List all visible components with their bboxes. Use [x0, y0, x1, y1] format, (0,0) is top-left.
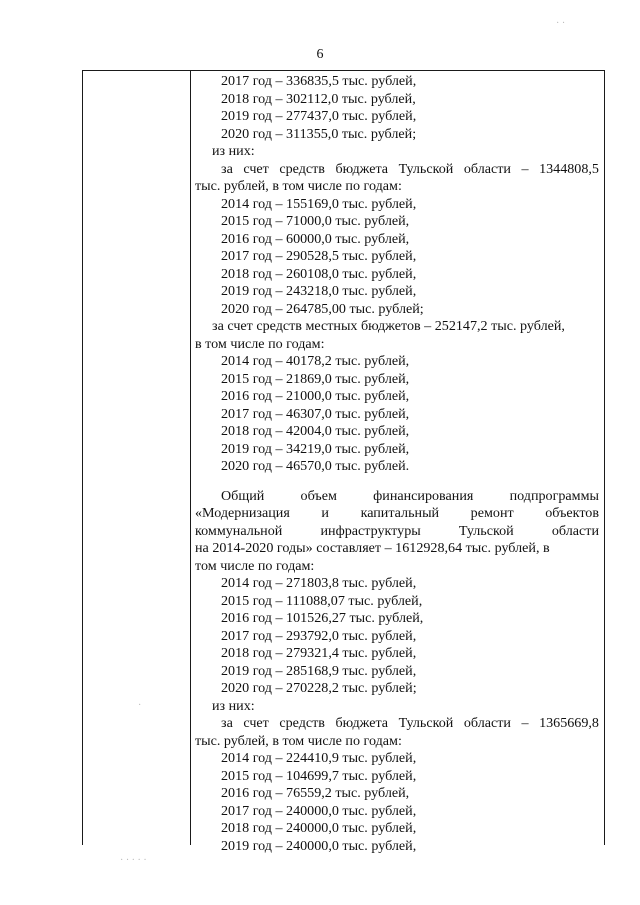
- word: и: [321, 505, 329, 521]
- year-amount-line: 2016 год – 60000,0 тыс. рублей,: [221, 230, 410, 247]
- word: финансирования: [373, 487, 474, 504]
- year-amount-line: 2016 год – 76559,2 тыс. рублей,: [221, 785, 410, 801]
- year-amount-line: 2020 год – 264785,00 тыс. рублей;: [221, 300, 424, 317]
- word: –: [521, 160, 529, 177]
- word: капитальный: [360, 505, 440, 521]
- year-amount-line: 2015 год – 71000,0 тыс. рублей,: [221, 213, 410, 229]
- total-financing-intro: [195, 488, 599, 506]
- year-amount-line: 2015 год – 111088,07 тыс. рублей,: [221, 592, 423, 609]
- word: за: [221, 715, 233, 731]
- word: Общий: [221, 487, 265, 504]
- year-amount-line: 2019 год – 240000,0 тыс. рублей,: [221, 837, 417, 854]
- word: 1365669,8: [539, 715, 599, 731]
- regional-budget-line-cont: тыс. рублей, в том числе по годам:: [195, 178, 402, 194]
- year-amount-line: 2017 год – 293792,0 тыс. рублей,: [221, 627, 417, 644]
- word: инфраструктуры: [320, 522, 421, 539]
- word: счет: [243, 715, 269, 731]
- local-budget-line: за счет средств местных бюджетов – 252147,2 тыс. рублей,: [212, 318, 565, 334]
- word: бюджета: [335, 715, 389, 731]
- year-amount-line: 2018 год – 42004,0 тыс. рублей,: [221, 423, 410, 439]
- word: ремонт: [470, 505, 514, 521]
- year-amount-line: 2020 год – 46570,0 тыс. рублей.: [221, 458, 410, 474]
- financing-table: [82, 70, 605, 854]
- column-divider: [190, 71, 191, 845]
- word: Тульской: [458, 522, 514, 539]
- word: счет: [243, 160, 269, 177]
- subprogram-name-line: [195, 523, 599, 541]
- year-amount-line: 2019 год – 285168,9 тыс. рублей,: [221, 662, 417, 679]
- word: за: [221, 160, 233, 177]
- year-amount-line: 2017 год – 240000,0 тыс. рублей,: [221, 802, 417, 819]
- year-amount-line: 2018 год – 279321,4 тыс. рублей,: [221, 645, 417, 661]
- year-amount-line: 2018 год – 302112,0 тыс. рублей,: [221, 90, 416, 107]
- financing-cell: [195, 73, 599, 855]
- year-amount-line: 2019 год – 277437,0 тыс. рублей,: [221, 108, 417, 124]
- word: объектов: [545, 505, 599, 521]
- year-amount-line: 2018 год – 240000,0 тыс. рублей,: [221, 820, 417, 836]
- word: области: [551, 522, 599, 539]
- year-amount-line: 2019 год – 243218,0 тыс. рублей,: [221, 283, 417, 299]
- year-amount-line: 2014 год – 271803,8 тыс. рублей,: [221, 575, 417, 591]
- of-them-label: из них:: [212, 697, 255, 714]
- year-amount-line: 2017 год – 46307,0 тыс. рублей,: [221, 405, 410, 422]
- year-amount-line: 2020 год – 270228,2 тыс. рублей;: [221, 680, 417, 696]
- year-amount-line: 2018 год – 260108,0 тыс. рублей,: [221, 265, 417, 282]
- regional-budget-line-cont: тыс. рублей, в том числе по годам:: [195, 732, 402, 749]
- word: подпрограммы: [509, 487, 599, 504]
- total-financing-cont: том числе по годам:: [195, 557, 315, 574]
- year-amount-line: 2014 год – 155169,0 тыс. рублей,: [221, 195, 417, 212]
- regional-budget-line: [195, 715, 599, 733]
- year-amount-line: 2017 год – 290528,5 тыс. рублей,: [221, 248, 417, 264]
- year-amount-line: 2014 год – 224410,9 тыс. рублей,: [221, 750, 417, 766]
- of-them-label: из них:: [212, 143, 255, 159]
- word: –: [521, 715, 529, 731]
- total-financing-amount: на 2014-2020 годы» составляет – 1612928,64 тыс. рублей, в: [195, 540, 550, 556]
- word: области: [463, 160, 511, 177]
- local-budget-line-cont: в том числе по годам:: [195, 335, 325, 352]
- year-amount-line: 2015 год – 104699,7 тыс. рублей,: [221, 767, 417, 784]
- word: 1344808,5: [539, 160, 599, 177]
- word: средств: [279, 160, 325, 177]
- word: объем: [300, 487, 337, 504]
- year-amount-line: 2014 год – 40178,2 тыс. рублей,: [221, 353, 410, 369]
- year-amount-line: 2015 год – 21869,0 тыс. рублей,: [221, 370, 410, 387]
- year-amount-line: 2017 год – 336835,5 тыс. рублей,: [221, 73, 417, 89]
- regional-budget-line: [195, 161, 599, 179]
- word: средств: [279, 715, 325, 731]
- word: бюджета: [335, 160, 389, 177]
- word: Тульской: [398, 160, 454, 177]
- subprogram-name-line: [195, 505, 599, 523]
- word: Тульской: [398, 715, 454, 731]
- word: «Модернизация: [195, 505, 290, 521]
- year-amount-line: 2019 год – 34219,0 тыс. рублей,: [221, 440, 410, 457]
- year-amount-line: 2016 год – 21000,0 тыс. рублей,: [221, 388, 410, 404]
- year-amount-line: 2016 год – 101526,27 тыс. рублей,: [221, 610, 424, 626]
- word: области: [463, 715, 511, 731]
- word: коммунальной: [195, 522, 283, 539]
- year-amount-line: 2020 год – 311355,0 тыс. рублей;: [221, 125, 417, 142]
- page-number: 6: [316, 47, 324, 62]
